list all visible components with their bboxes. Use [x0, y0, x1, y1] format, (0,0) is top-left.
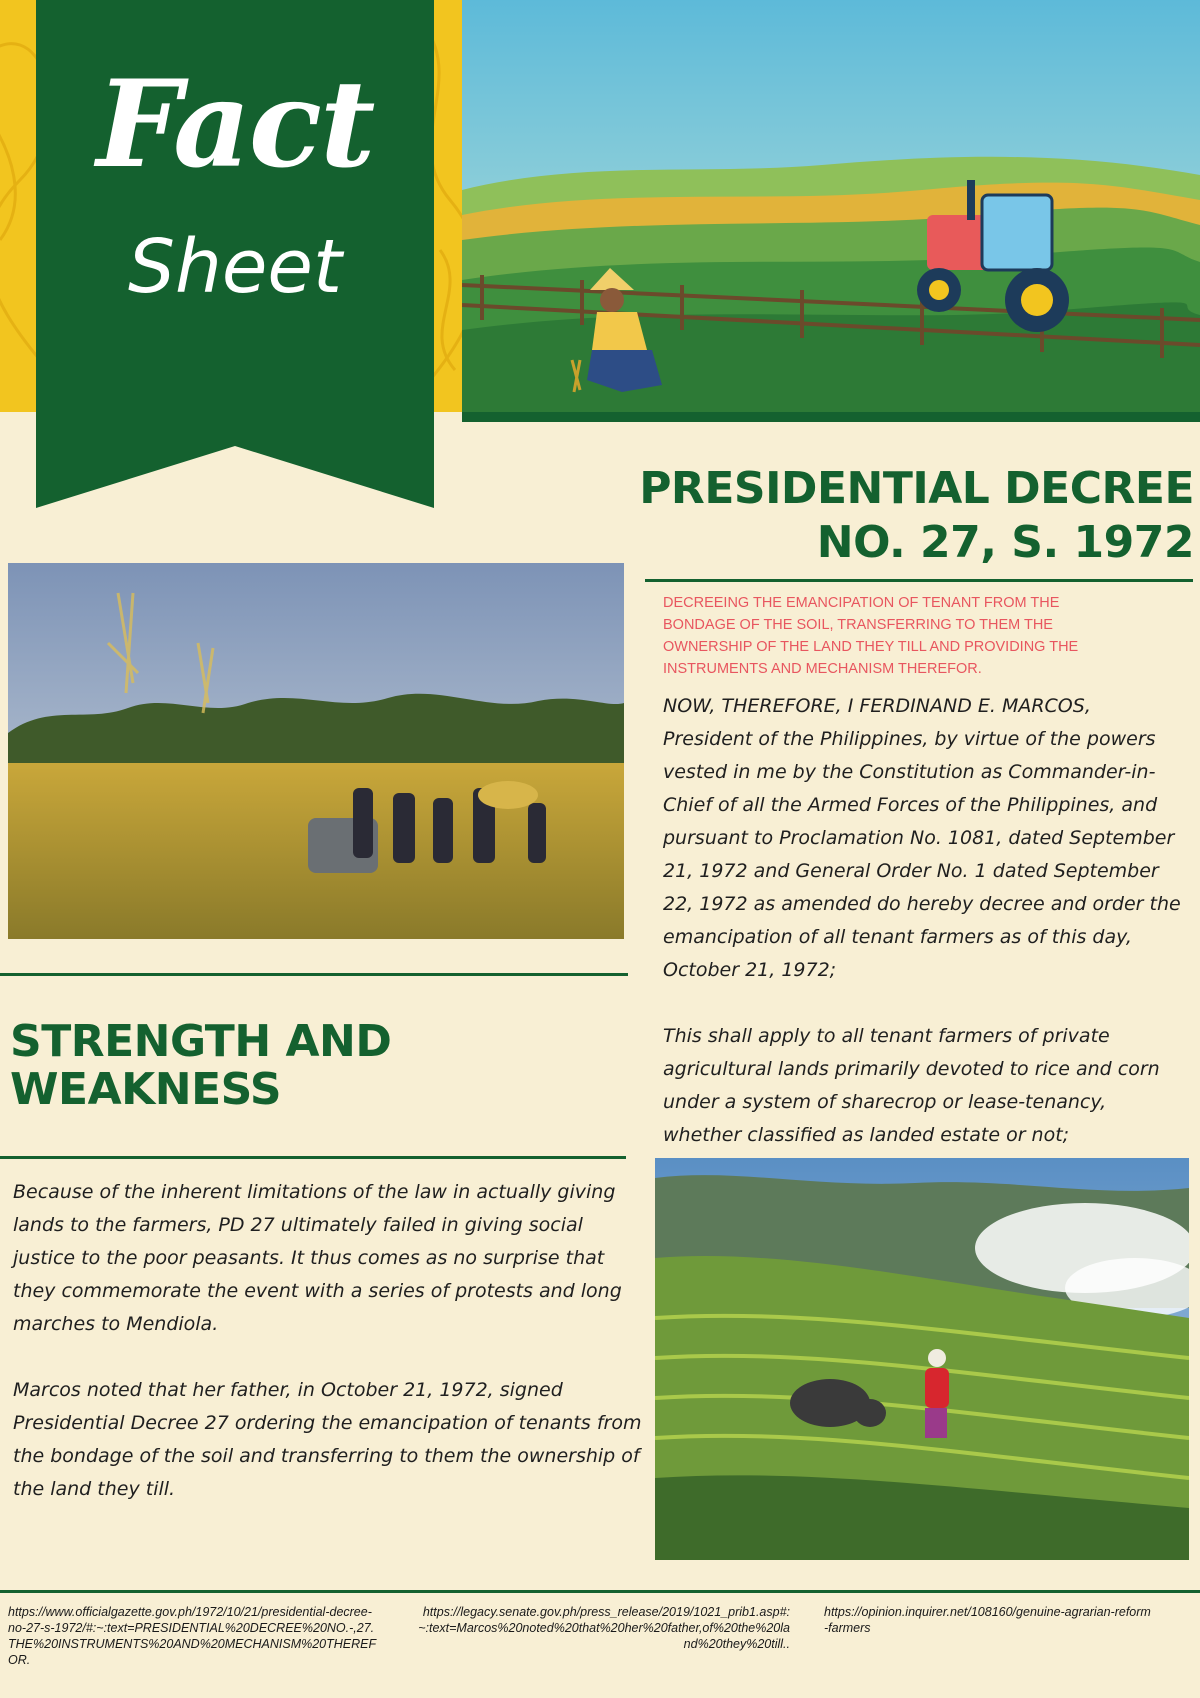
section-divider-top	[0, 973, 628, 976]
hero-bottom-band	[462, 412, 1200, 422]
hero-illustration	[462, 0, 1200, 412]
strength-title-line1: STRENGTH AND	[10, 1016, 392, 1067]
decree-subtitle: DECREEING THE EMANCIPATION OF TENANT FROM THE BONDAGE OF THE SOIL, TRANSFERRING TO THEM THE OWNERSHIP OF THE LAND THEY TILL AND PROVIDING THE INSTRUMENTS AND MECHANISM THEREFOR.	[663, 595, 1079, 677]
source-link-3[interactable]: https://opinion.inquirer.net/108160/genuine-agrarian-reform-farmers	[824, 1605, 1151, 1635]
decree-title	[554, 462, 1194, 570]
rice-terraces-photo	[655, 1158, 1189, 1560]
source-link-1[interactable]: https://www.officialgazette.gov.ph/1972/10/21/presidential-decree-no-27-s-1972/#:~:text=PRESIDENTIAL%20DECREE%20NO.-,27.THE%20INSTRUMENTS%20AND%20MECHANISM%20THEREFOR.	[8, 1605, 377, 1667]
section-divider-bottom	[0, 1156, 626, 1159]
banner-title-sheet: Sheet	[128, 224, 342, 310]
footer-divider	[0, 1590, 1200, 1593]
strength-body-text: Because of the inherent limitations of the law in actually giving lands to the farmers, PD 27 ultimately failed in giving social justice to the poor peasants. It thus comes as no surprise that they commemorate the event with a series of protests and long marches to Mendiola. Marcos noted that her father, in October 21, 1972, signed Presidential Decree 27 ordering the emancipation of tenants from the bondage of the soil and transferring to them the ownership of the land they till.	[13, 1181, 642, 1500]
rice-harvest-photo	[8, 563, 624, 939]
decree-title-line2: NO. 27, S. 1972	[816, 517, 1194, 568]
banner-title-fact: Fact	[96, 54, 374, 195]
decree-body-text: NOW, THEREFORE, I FERDINAND E. MARCOS, President of the Philippines, by virtue of the powers vested in me by the Constitution as Commander-in-Chief of all the Armed Forces of the Philippines, and pursuant to Proclamation No. 1081, dated September 21, 1972 and General Order No. 1 dated September 22, 1972 as amended do hereby decree and order the emancipation of all tenant farmers as of this day, October 21, 1972; This shall apply to all tenant farmers of private agricultural lands primarily devoted to rice and corn under a system of sharecrop or lease-tenancy, whether classified as landed estate or not;	[663, 695, 1181, 1146]
decree-divider	[645, 579, 1193, 582]
source-link-2[interactable]: https://legacy.senate.gov.ph/press_release/2019/1021_prib1.asp#:~:text=Marcos%20noted%20that%20her%20father,of%20the%20land%20they%20till..	[418, 1605, 790, 1651]
strength-title-line2: WEAKNESS	[10, 1064, 282, 1115]
decree-title-line1: PRESIDENTIAL DECREE	[639, 463, 1194, 514]
strength-weakness-title	[10, 1018, 570, 1114]
